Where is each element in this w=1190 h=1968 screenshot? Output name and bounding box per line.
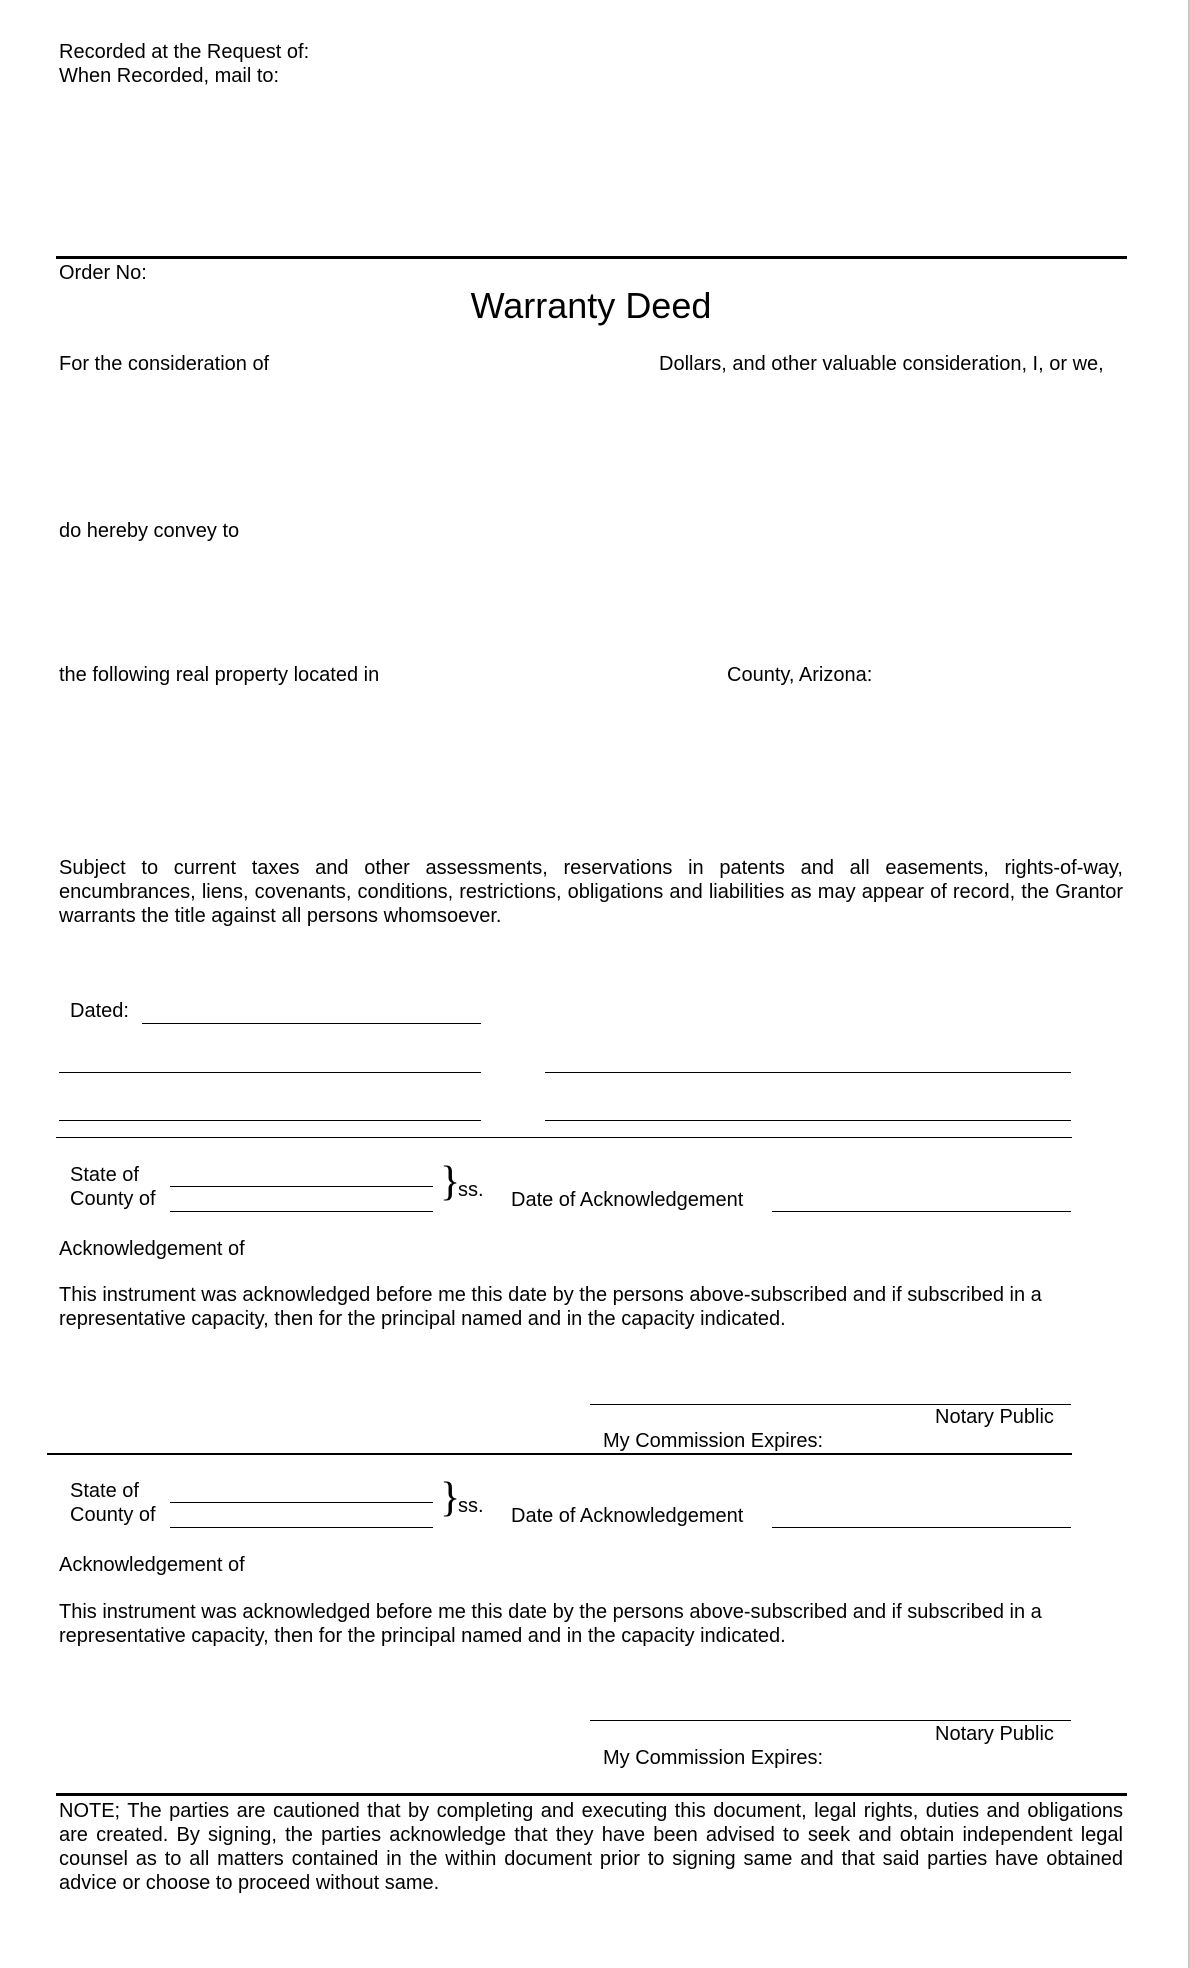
ack1-state-label: State of <box>70 1164 139 1186</box>
property-location-label: the following real property located in <box>59 664 380 686</box>
signature-line-2[interactable] <box>545 1072 1071 1073</box>
ack2-date-line[interactable] <box>772 1527 1071 1528</box>
ack2-date-of-ack-label: Date of Acknowledgement <box>511 1505 744 1527</box>
ack1-county-label: County of <box>70 1188 156 1210</box>
signature-line-4[interactable] <box>545 1120 1071 1121</box>
convey-label: do hereby convey to <box>59 520 240 542</box>
ack-section-divider <box>47 1453 1072 1455</box>
ack2-notary-public-label: Notary Public <box>935 1723 1054 1745</box>
ack1-date-line[interactable] <box>772 1211 1071 1212</box>
signature-line-3[interactable] <box>59 1120 481 1121</box>
consideration-dollars-text: Dollars, and other valuable consideration, I, or we, <box>659 353 1104 375</box>
county-arizona-label: County, Arizona: <box>727 664 873 686</box>
ack2-ss-label: ss. <box>458 1495 484 1517</box>
subject-paragraph: Subject to current taxes and other assessments, reservations in patents and all easements, rights-of-way, encumbrances, liens, covenants, conditions, restrictions, obligations and liabilities as may appear of record, the Grantor warrants the title against all persons whomsoever. <box>59 857 1123 927</box>
ack1-commission-expires-label: My Commission Expires: <box>603 1430 824 1452</box>
ack2-ack-of-label: Acknowledgement of <box>59 1554 245 1576</box>
header-divider <box>56 256 1127 259</box>
ack2-state-label: State of <box>70 1480 139 1502</box>
consideration-label: For the consideration of <box>59 353 270 375</box>
ack2-county-line[interactable] <box>170 1527 433 1528</box>
ack1-state-line[interactable] <box>170 1186 433 1187</box>
ack2-state-line[interactable] <box>170 1502 433 1503</box>
note-divider <box>56 1793 1127 1796</box>
order-no-label: Order No: <box>59 262 147 284</box>
note-paragraph: NOTE; The parties are cautioned that by completing and executing this document, legal rights, duties and obligations are created. By signing, the parties acknowledge that they have been advised to seek and obtain independent legal counsel as to all matters contained in the within document prior to signing same and that said parties have obtained advice or choose to proceed without same. <box>59 1800 1123 1894</box>
ack2-notary-signature-line[interactable] <box>590 1720 1071 1721</box>
recorded-request-label: Recorded at the Request of: <box>59 41 310 63</box>
page-title: Warranty Deed <box>470 285 712 326</box>
ack1-ss-label: ss. <box>458 1179 484 1201</box>
when-recorded-label: When Recorded, mail to: <box>59 65 280 87</box>
ack1-instrument-text: This instrument was acknowledged before me this date by the persons above-subscribed and if subscribed in a representative capacity, then for the principal named and in the capacity indicated. <box>59 1284 1042 1330</box>
ack1-ack-of-label: Acknowledgement of <box>59 1238 245 1260</box>
signature-section-divider <box>56 1137 1072 1138</box>
ack2-county-label: County of <box>70 1504 156 1526</box>
dated-label: Dated: <box>70 1000 129 1022</box>
ack2-instrument-text: This instrument was acknowledged before me this date by the persons above-subscribed and if subscribed in a representative capacity, then for the principal named and in the capacity indicated. <box>59 1601 1042 1647</box>
ack1-county-line[interactable] <box>170 1211 433 1212</box>
ack1-date-of-ack-label: Date of Acknowledgement <box>511 1189 744 1211</box>
ack1-notary-public-label: Notary Public <box>935 1406 1054 1428</box>
ack2-brace: } <box>440 1475 461 1521</box>
dated-line[interactable] <box>142 1023 481 1024</box>
ack2-commission-expires-label: My Commission Expires: <box>603 1747 824 1769</box>
signature-line-1[interactable] <box>59 1072 481 1073</box>
ack1-brace: } <box>440 1159 461 1205</box>
